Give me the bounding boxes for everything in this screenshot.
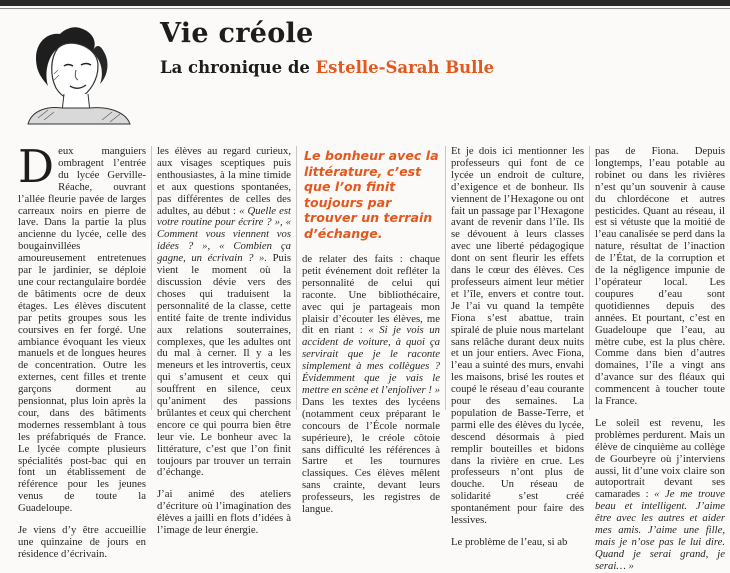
paragraph <box>595 418 725 573</box>
paragraph <box>157 146 291 479</box>
author-name: Estelle-Sarah Bulle <box>315 58 495 77</box>
column-divider <box>296 146 297 410</box>
paragraph-text: les élèves au regard curieux, aux visages sceptiques puis enthousiastes, à la mine timide et aux questions spontanées, pas différentes de celles des adultes, au début : <box>157 145 291 217</box>
article-column-1 <box>18 140 146 560</box>
drop-cap: D <box>18 140 55 193</box>
top-rule-thin <box>0 8 730 9</box>
paragraph <box>302 254 440 516</box>
quote-text: « Quelle est votre routine pour écrire ? », « Comment vous viennent vos idées ? », « Combien ça gagne, un écrivain ? ». <box>157 204 291 265</box>
paragraph: pas de Fiona. Depuis longtemps, l’eau potable au robinet ou dans les rivières n’est qu’un souvenir à cause du chlordécone et autres pesticides. Quant au réseau, il est si vétuste que la moitié de l’eau canalisée se perd dans la nature, résultat de l’inaction de l’État, de la corruption et de la négligence impunie de l’opérateur local. Les coupures d’eau sont quotidiennes depuis des années. Et pourtant, c’est en Guadeloupe que l’eau, au mètre cube, est la plus chère. Comme dans bien d’autres domaines, l’île a vingt ans d’avance sur des fléaux qui commencent à toucher toute la France. <box>595 145 725 408</box>
paragraph: J’ai animé des ateliers d’écriture où l’imagination des élèves a jailli en flots d’idées à l’image de leur énergie. <box>157 488 291 537</box>
paragraph <box>18 140 146 515</box>
quote-text: « Si je vois un accident de voiture, à quoi ça servirait que je le raconte simplement à mes collègues ? Évidemment que je vais le mettre en scène et l’enjoliver ! » <box>302 324 440 396</box>
column-divider <box>151 146 152 410</box>
paragraph-text: Le soleil est revenu, les problèmes perdurent. Mais un élève de cinquième au collège de Gourbeyre où j’interviens aussi, lit d’une voix claire son autoportrait devant ses camarades : <box>595 416 725 501</box>
author-portrait-illustration <box>18 14 138 124</box>
paragraph: Le problème de l’eau, si ab <box>451 536 568 548</box>
paragraph: Je viens d’y être accueillie une quinzaine de jours en résidence d’écrivain. <box>18 524 146 560</box>
column-divider <box>589 146 590 410</box>
pull-quote: Le bonheur avec la littérature, c’est que l’on finit toujours par trouver un terrain d’échange. <box>304 148 439 241</box>
article-column-5 <box>595 145 725 572</box>
quote-text: « Je me trouve beau et intelligent. J’aime être avec les autres et aider mes amis. J’aime une fille, mais je n’ose pas le lui dire. Quand je serai grand, je serai… » <box>595 488 725 572</box>
column-divider <box>445 146 446 410</box>
column-subtitle <box>160 58 494 77</box>
pull-quote-space <box>302 146 440 254</box>
article-column-4 <box>451 145 584 548</box>
article-column-3 <box>302 146 440 516</box>
paragraph-text: Dans les textes des lycéens (notamment ceux préparant le concours de l’École normale supérieure), le créole côtoie sans difficulté les références à Sartre et les tournures classiques. Ces élèves mêlent sans crainte, devant leurs professeurs, les registres de langue. <box>302 395 440 516</box>
column-title: Vie créole <box>160 18 314 49</box>
paragraph-text: eux manguiers ombragent l’entrée du lycée Gerville-Réache, ouvrant l’allée fleurie pavée de larges carreaux noirs en pierre de lave. Dans la partie la plus ancienne du lycée, celle des bougainvillées amoureusement entretenues par le jardinier, se déploie une cour rectangulaire bordée de bâtiments ocre de deux étages. Les élèves discutent par petits groupes sous les coursives en fer forgé. Une ambiance évoquant les vieux manuels et de longues heures de concentration. Outre les externes, cent filles et trente garçons dorment au pensionnat, plus loin après la cour, dans des bâtiments modernes ressemblant à tous les préfabriqués de France. Le lycée compte plusieurs spécialités post-bac qui en font un établissement de référence pour les jeunes venus de toute la Guadeloupe. <box>18 145 146 515</box>
top-rule <box>0 0 730 6</box>
article-column-2 <box>157 145 291 537</box>
subtitle-prefix: La chronique de <box>160 58 316 77</box>
paragraph: Et je dois ici mentionner les professeurs qui font de ce lycée un endroit de culture, d’exigence et de bonheur. Ils viennent de l’Hexagone ou ont fait un passage par l’Hexagone avant de revenir dans l’île. Ils se dévouent à leurs classes avec une liberté pédagogique dont on sent fleurir les effets dans le cœur des élèves. Ces professeurs aiment leur métier et l’île, envers et contre tout. Je l’ai vu quand la tempête Fiona s’est abattue, train spiralé de pluie nous martelant sans relâche durant deux nuits et un jour entiers. Avec Fiona, l’eau a suinté des murs, envahi les maisons, brisé les routes et coupé le réseau d’eau courante pour des semaines. La population de Basse-Terre, et parmi elle des élèves du lycée, descend désormais à pied remplir bouteilles et bidons dans la rivière en crue. Les professeurs n’ont plus de douche. Un réseau de solidarité s’est créé spontanément pour faire des lessives. <box>451 145 584 527</box>
paragraph-text: Puis vient le moment où la discussion dévie vers des choses qui traduisent la personnalité de la classe, cette entité faite de trente individus aux relations souterraines, complexes, que les adultes ont du mal à cerner. Il y a les meneurs et les introvertis, ceux qui s’amusent et ceux qui souffrent en silence, ceux qu’animent des passions brûlantes et ceux qui cherchent encore ce qui pourra bien être leur vie. Le bonheur avec la littérature, c’est que l’on finit toujours par trouver un terrain d’échange. <box>157 252 291 479</box>
paragraph-text: de relater des faits : chaque petit événement doit refléter la personnalité de celui qui raconte. Une bibliothécaire, avec qui je partageais mon plaisir d’écouter les élèves, me dit en riant : <box>302 253 440 337</box>
